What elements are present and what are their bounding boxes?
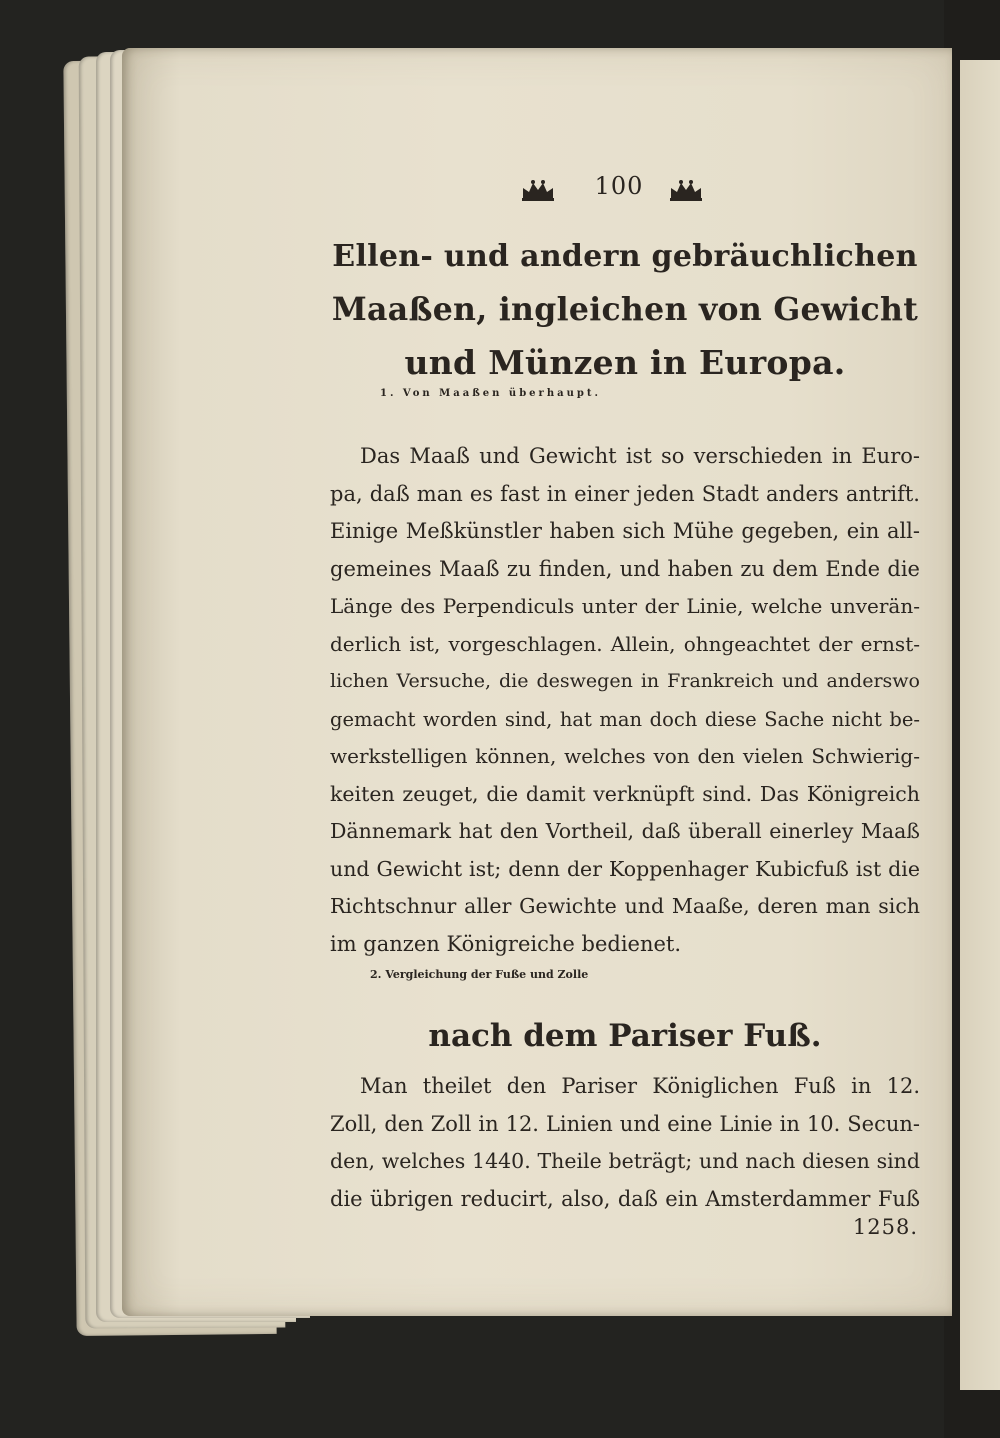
text-line: Dännemark hat den Vortheil, daß überall einerley Maaß <box>330 819 920 843</box>
text-line: keiten zeuget, die damit verknüpft sind. Das Königreich <box>330 781 920 806</box>
section-heading: 1. Von Maaßen überhaupt. <box>380 388 601 399</box>
text-line: die übrigen reducirt, also, daß ein Amsterdammer Fuß <box>330 1186 920 1211</box>
text-line: im ganzen Königreiche bedienet. <box>330 931 682 956</box>
section-heading: 2. Vergleichung der Fuße und Zolle <box>370 968 589 981</box>
paragraph <box>330 1068 920 1218</box>
text-line: gemeines Maaß zu finden, und haben zu dem Ende die <box>330 556 920 581</box>
crown-icon <box>668 178 704 202</box>
text-line: Länge des Perpendiculs unter der Linie, welche unverän- <box>330 594 920 618</box>
text-line: lichen Versuche, die deswegen in Frankreich und anderswo <box>330 670 920 692</box>
paragraph <box>330 438 920 963</box>
text-line: Man theilet den Pariser Königlichen Fuß in 12. <box>360 1074 920 1098</box>
crown-icon <box>520 178 556 202</box>
text-line: pa, daß man es fast in einer jeden Stadt anders antrift. <box>330 481 920 506</box>
text-line: den, welches 1440. Theile beträgt; und nach diesen sind <box>330 1149 920 1173</box>
catchword: 1258. <box>852 1215 918 1239</box>
title-line: und Münzen in Europa. <box>404 343 846 382</box>
next-page-sliver <box>960 60 1000 1390</box>
text-line: gemacht worden sind, hat man doch diese Sache nicht be- <box>330 707 920 731</box>
text-line: Richtschnur aller Gewichte und Maaße, deren man sich <box>330 894 920 918</box>
text-line: derlich ist, vorgeschlagen. Allein, ohngeachtet der ernst- <box>330 631 920 656</box>
text-line: Das Maaß und Gewicht ist so verschieden in Euro- <box>360 444 920 468</box>
chapter-title <box>330 230 920 389</box>
section-heading-continued: nach dem Pariser Fuß. <box>428 1018 822 1054</box>
page-content <box>330 160 920 1280</box>
title-line: Ellen- und andern gebräuchlichen <box>332 239 918 274</box>
page-number: 100 <box>594 172 644 200</box>
title-line: Maaßen, ingleichen von Gewicht <box>331 291 919 328</box>
text-line: und Gewicht ist; denn der Koppenhager Kubicfuß ist die <box>330 856 920 881</box>
running-header <box>520 172 740 212</box>
text-line: Zoll, den Zoll in 12. Linien und eine Linie in 10. Secun- <box>330 1111 920 1136</box>
text-line: werkstelligen können, welches von den vielen Schwierig- <box>330 744 920 768</box>
text-line: Einige Meßkünstler haben sich Mühe gegeben, ein all- <box>330 519 920 543</box>
